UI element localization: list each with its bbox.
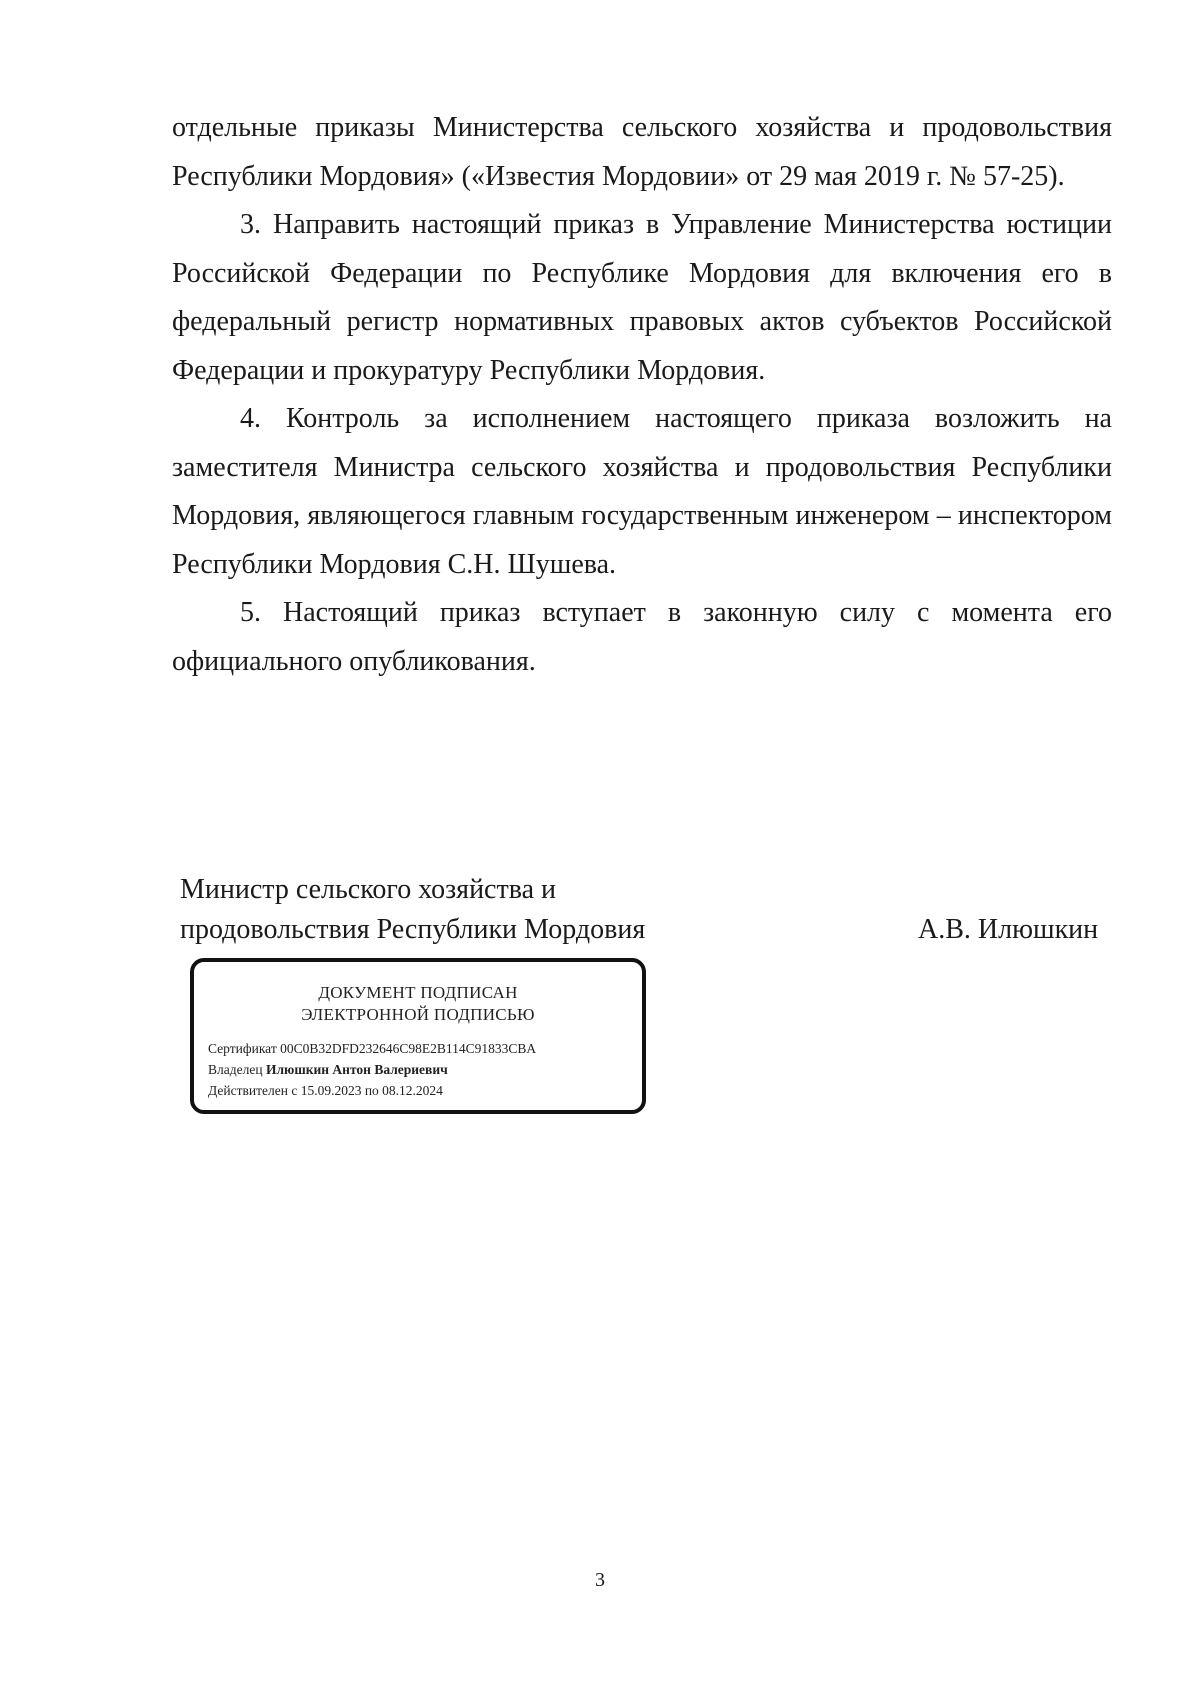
signer-title	[180, 870, 740, 950]
paragraph-continuation: отдельные приказы Министерства сельского хозяйства и продовольствия Республики Мордовия» («Известия Мордовии» от 29 мая 2019 г. № 57-25).	[172, 112, 1112, 192]
stamp-valid-label: Действителен	[208, 1083, 288, 1098]
paragraph-item-4: 4. Контроль за исполнением настоящего приказа возложить на заместителя Министра сельского хозяйства и продовольствия Республики Мордовия, являющегося главным государственным инженером – инспектором Республики Мордовия С.Н. Шушева.	[172, 403, 1112, 580]
stamp-owner-row	[208, 1059, 536, 1080]
signer-title-line-1: Министр сельского хозяйства и	[180, 874, 556, 905]
page-number: 3	[595, 1569, 605, 1591]
signer-title-line-2: продовольствия Республики Мордовия	[180, 914, 646, 945]
stamp-valid-from-label: с	[291, 1083, 298, 1098]
stamp-certificate-value: 00C0B32DFD232646C98E2B114C91833CBA	[280, 1041, 537, 1056]
paragraph-item-5: 5. Настоящий приказ вступает в законную силу с момента его официального опубликования.	[172, 597, 1112, 677]
stamp-details	[208, 1038, 536, 1101]
electronic-signature-stamp	[190, 958, 646, 1114]
stamp-valid-from: 15.09.2023	[300, 1083, 362, 1098]
signer-name: А.В. Илюшкин	[918, 914, 1099, 945]
stamp-owner-value: Илюшкин Антон Валериевич	[265, 1062, 448, 1077]
stamp-heading-line-1: ДОКУМЕНТ ПОДПИСАН	[318, 983, 518, 1002]
stamp-certificate-label: Сертификат	[208, 1041, 277, 1056]
stamp-valid-to-label: по	[364, 1083, 379, 1098]
stamp-certificate-row	[208, 1038, 536, 1059]
stamp-heading-line-2: ЭЛЕКТРОННОЙ ПОДПИСЬЮ	[301, 1005, 535, 1024]
stamp-valid-to: 08.12.2024	[382, 1083, 443, 1098]
paragraph-item-3: 3. Направить настоящий приказ в Управление Министерства юстиции Российской Федерации по Республике Мордовия для включения его в федеральный регистр нормативных правовых актов субъектов Российской Федерации и прокуратуру Республики Мордовия.	[172, 209, 1112, 386]
stamp-validity-row	[208, 1080, 536, 1101]
document-body	[172, 104, 1112, 686]
stamp-heading	[194, 982, 642, 1026]
stamp-owner-label: Владелец	[208, 1062, 263, 1077]
